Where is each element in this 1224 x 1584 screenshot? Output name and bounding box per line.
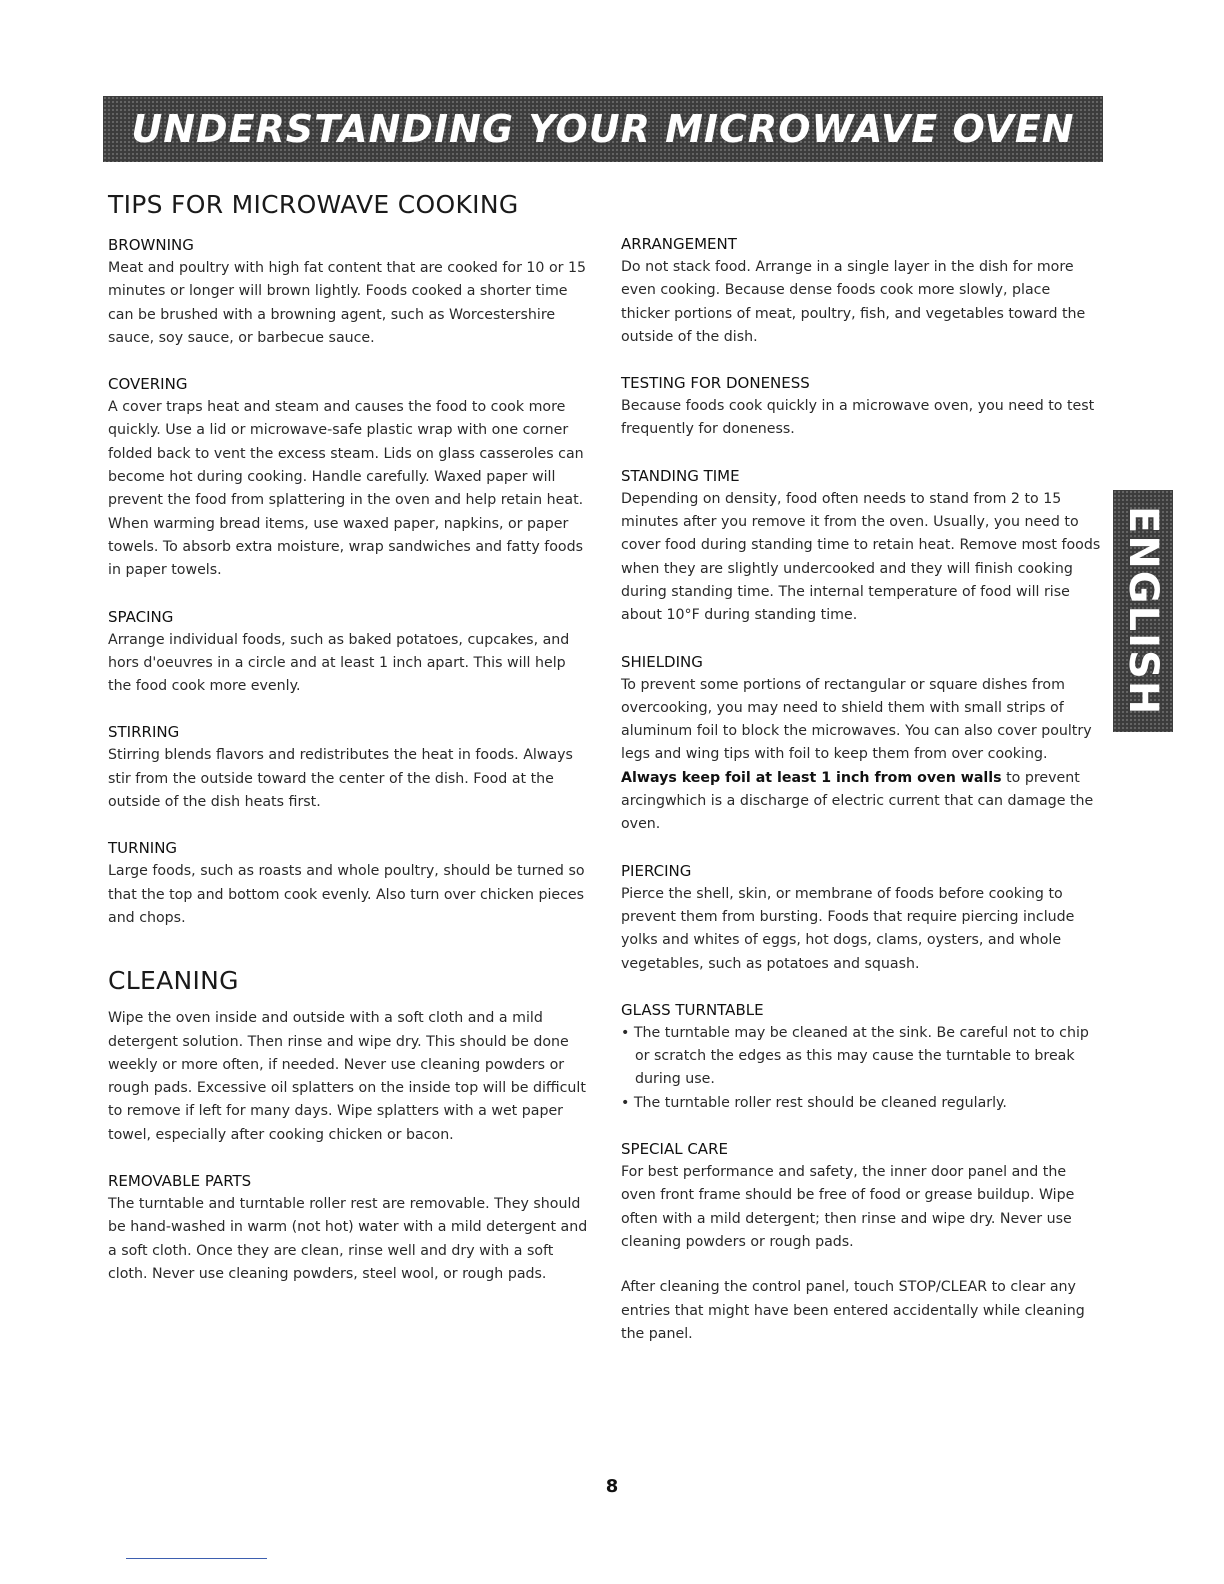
removable-parts-text: The turntable and turntable roller rest are removable. They should be hand-washed in warm (not hot) water with a mild detergent and a soft cloth. Once they are clean, rinse well and dry with a soft cloth. Never use cleaning powders, steel wool, or rough pads. <box>108 1196 588 1282</box>
shielding-text <box>621 674 1101 837</box>
footer-rule <box>126 1558 267 1559</box>
testing-section <box>621 371 1101 442</box>
spacing-heading: SPACING <box>108 607 174 626</box>
page-banner <box>103 96 1103 162</box>
standing-time-heading: STANDING TIME <box>621 466 740 485</box>
shielding-text-end: to prevent arcingwhich is a discharge of electric current that can damage the oven. <box>621 769 1094 833</box>
stirring-section <box>108 720 588 814</box>
control-panel-section <box>621 1276 1101 1346</box>
spacing-text: Arrange individual foods, such as baked potatoes, cupcakes, and hors d'oeuvres in a circle and at least 1 inch apart. This will help the food cook more evenly. <box>108 631 570 695</box>
covering-section <box>108 372 588 582</box>
turning-heading: TURNING <box>108 839 178 858</box>
browning-heading: BROWNING <box>108 236 194 254</box>
shielding-heading: SHIELDING <box>621 652 703 671</box>
page-number: 8 <box>605 1476 619 1497</box>
piercing-text: Pierce the shell, skin, or membrane of foods before cooking to prevent them from bursting. Foods that require piercing include yolks and whites of eggs, hot dogs, clams, oysters, and whole vegetables, such as potatoes and squash. <box>621 885 1075 972</box>
special-care-heading: SPECIAL CARE <box>621 1140 728 1159</box>
shielding-section <box>621 650 1101 837</box>
cleaning-intro-section <box>108 1007 588 1147</box>
covering-text: A cover traps heat and steam and causes the food to cook more quickly. Use a lid or microwave-safe plastic wrap with one corner folded back to vent the excess steam. Lids on glass casseroles can become hot during cooking. Handle carefully. Waxed paper will prevent the food from splattering in the oven and help retain heat. When warming bread items, use waxed paper, napkins, or paper towels. To absorb extra moisture, wrap sandwiches and fatty foods in paper towels. <box>108 399 584 579</box>
arrangement-heading: ARRANGEMENT <box>621 235 737 253</box>
left-column <box>108 190 588 1308</box>
stirring-heading: STIRRING <box>108 723 180 742</box>
spacing-section <box>108 605 588 699</box>
piercing-heading: PIERCING <box>621 861 692 880</box>
stirring-text: Stirring blends flavors and redistributes the heat in foods. Always stir from the outside toward the center of the dish. Food at the outside of the dish heats first. <box>108 747 573 811</box>
turning-text: Large foods, such as roasts and whole poultry, should be turned so that the top and bottom cook evenly. Also turn over chicken pieces and chops. <box>108 863 585 926</box>
language-tab-label: ENGLISH <box>1120 505 1166 717</box>
language-tab <box>1113 490 1173 732</box>
arrangement-section <box>621 232 1101 349</box>
piercing-section <box>621 859 1101 976</box>
cleaning-intro-text: Wipe the oven inside and outside with a soft cloth and a mild detergent solution. Then rinse and wipe dry. This should be done weekly or more often, if needed. Never use cleaning powders or rough pads. Excessive oil splatters on the inside top will be difficult to remove if left for many days. Wipe splatters with a wet paper towel, especially after cooking chicken or bacon. <box>108 1010 586 1143</box>
shielding-warning: Always keep foil at least 1 inch from oven walls <box>621 769 1002 786</box>
glass-turntable-heading: GLASS TURNTABLE <box>621 1000 764 1019</box>
cleaning-title: CLEANING <box>108 966 239 996</box>
turning-section <box>108 836 588 930</box>
removable-parts-section <box>108 1169 588 1286</box>
removable-parts-heading: REMOVABLE PARTS <box>108 1172 252 1191</box>
standing-time-section <box>621 464 1101 628</box>
control-panel-text: After cleaning the control panel, touch STOP/CLEAR to clear any entries that might have been entered accidentally while cleaning the panel. <box>621 1279 1085 1342</box>
testing-heading: TESTING FOR DONENESS <box>621 374 810 393</box>
browning-text: Meat and poultry with high fat content that are cooked for 10 or 15 minutes or longer will brown lightly. Foods cooked a shorter time can be brushed with a browning agent, such as Worcestershire sauce, soy sauce, or barbecue sauce. <box>108 260 587 346</box>
browning-section <box>108 233 588 350</box>
turntable-bullet: • The turntable roller rest should be cleaned regularly. <box>621 1094 1007 1111</box>
right-column <box>621 232 1101 1368</box>
tips-title: TIPS FOR MICROWAVE COOKING <box>108 190 519 219</box>
special-care-text: For best performance and safety, the inner door panel and the oven front frame should be free of food or grease buildup. Wipe often with a mild detergent; then rinse and wipe dry. Never use cleaning powders or rough pads. <box>621 1164 1075 1250</box>
banner-title: UNDERSTANDING YOUR MICROWAVE OVEN <box>131 107 1075 151</box>
glass-turntable-section <box>621 998 1101 1115</box>
standing-time-text: Depending on density, food often needs to stand from 2 to 15 minutes after you remove it from the oven. Usually, you need to cover food during standing time to retain heat. Remove most foods when they are slightly undercooked and they will finish cooking during standing time. The internal temperature of food will rise about 10°F during standing time. <box>621 490 1101 624</box>
turntable-bullet: • The turntable may be cleaned at the sink. Be careful not to chip or scratch the edges as this may cause the turntable to break during use. <box>621 1024 1089 1088</box>
shielding-text-start: To prevent some portions of rectangular or square dishes from overcooking, you may need to shield them with small strips of aluminum foil to block the microwaves. You can also cover poultry legs and wing tips with foil to keep them from over cooking. <box>621 676 1092 763</box>
covering-heading: COVERING <box>108 375 188 394</box>
special-care-section <box>621 1137 1101 1254</box>
arrangement-text: Do not stack food. Arrange in a single layer in the dish for more even cooking. Because dense foods cook more slowly, place thicker portions of meat, poultry, fish, and vegetables toward the outside of the dish. <box>621 259 1086 345</box>
testing-text: Because foods cook quickly in a microwave oven, you need to test frequently for doneness. <box>621 398 1095 438</box>
